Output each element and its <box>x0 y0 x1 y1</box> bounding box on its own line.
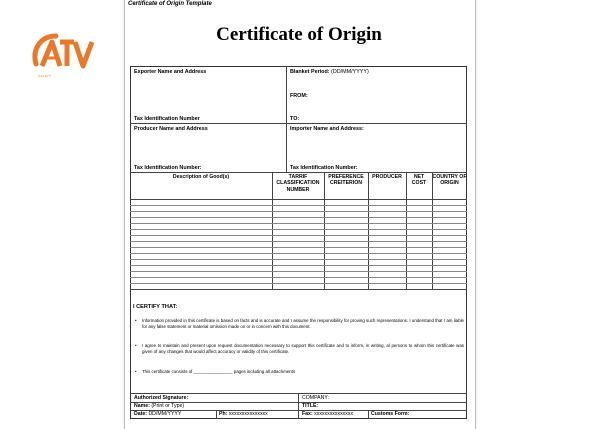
divider <box>298 393 299 419</box>
exporter-tax-label: Tax Identification Number <box>134 116 200 122</box>
table-row <box>130 283 467 284</box>
table-row <box>130 277 467 278</box>
company-logo <box>30 28 100 78</box>
customs-form-label <box>371 411 409 417</box>
importer-name-label: Importer Name and Address: <box>290 126 364 132</box>
table-row <box>130 253 467 254</box>
table-row <box>130 223 467 224</box>
page-title: Certificate of Origin <box>216 24 382 45</box>
table-row <box>130 229 467 230</box>
phone-text: Ph: <box>219 411 228 417</box>
template-label: Certificate of Origin Template <box>128 1 212 7</box>
table-row <box>130 265 467 266</box>
producer-name-label: Producer Name and Address <box>134 126 208 132</box>
table-row <box>130 211 467 212</box>
name-text: Name: <box>134 403 150 409</box>
title-text: TITLE: <box>302 403 319 409</box>
column-description: Description of Good(s) <box>172 174 230 180</box>
divider <box>216 410 217 419</box>
name-label <box>134 403 184 409</box>
date-value: DD/MM/YYYY <box>148 411 182 417</box>
table-row <box>130 217 467 218</box>
from-label: FROM: <box>290 93 308 99</box>
fax-text: Fax: <box>302 411 313 417</box>
table-header-divider <box>130 199 467 200</box>
certify-title: I CERTIFY THAT: <box>133 304 178 310</box>
divider <box>368 410 369 419</box>
date-label <box>134 411 181 417</box>
logo-tagline: SAFETY <box>38 74 52 78</box>
certify-bullet: • This certificate consists of ________________ pages including all attachments <box>142 369 464 375</box>
blanket-period-label <box>290 69 369 75</box>
atv-logo-icon <box>30 28 100 76</box>
certify-bullet: • I agree to maintain and present upon request documentation necessary to support this certificate and to inform, in writing, al persons to whom this certificate was given of any changes that would affect accuracy or validity of this certificate. <box>142 343 464 356</box>
divider <box>286 66 287 172</box>
producer-tax-label: Tax Identification Number: <box>134 165 202 171</box>
name-hint: (Print or Type) <box>151 403 185 409</box>
table-row <box>130 247 467 248</box>
exporter-name-label: Exporter Name and Address <box>134 69 207 75</box>
auth-signature-label <box>134 395 188 401</box>
column-preference-criterion: PREFERENCE CREITERION <box>328 174 364 187</box>
table-row <box>130 259 467 260</box>
phone-value: xxxxxxxxxxxxxxx <box>228 411 268 417</box>
column-net-cost: NET COST <box>411 174 427 187</box>
customs-form-text: Customs Form: <box>371 411 410 417</box>
auth-signature-text: Authorized Signature: <box>134 395 189 401</box>
table-row <box>130 241 467 242</box>
table-row <box>130 235 467 236</box>
column-country-of-origin: COUNTRY OF ORIGIN <box>432 174 467 187</box>
blanket-period-format: (DD/MM/YYYY) <box>331 69 369 75</box>
phone-label <box>219 411 268 417</box>
table-row <box>130 271 467 272</box>
importer-tax-label: Tax Identification Number: <box>290 165 358 171</box>
certify-bullet: • Information provided in this certificate is based on facts and is accurate and I assume the responsibility for proving such representations. I understand that I am liable for any false statement or material omission made on or in concern with this document. <box>142 318 464 331</box>
blanket-period-text: Blanket Period: <box>290 69 330 75</box>
fax-value: xxxxxxxxxxxxxxx <box>314 411 354 417</box>
divider <box>130 289 467 290</box>
title-label <box>302 403 318 409</box>
table-row <box>130 205 467 206</box>
column-tarrif-classification: TARRIF CLASSIFICATION NUMBER <box>276 174 320 193</box>
fax-label <box>302 411 353 417</box>
date-text: Date: <box>134 411 147 417</box>
to-label: TO: <box>290 116 300 122</box>
divider <box>130 123 467 124</box>
company-label: COMPANY: <box>302 395 329 401</box>
divider <box>130 172 467 173</box>
column-producer: PRODUCER <box>372 174 402 180</box>
